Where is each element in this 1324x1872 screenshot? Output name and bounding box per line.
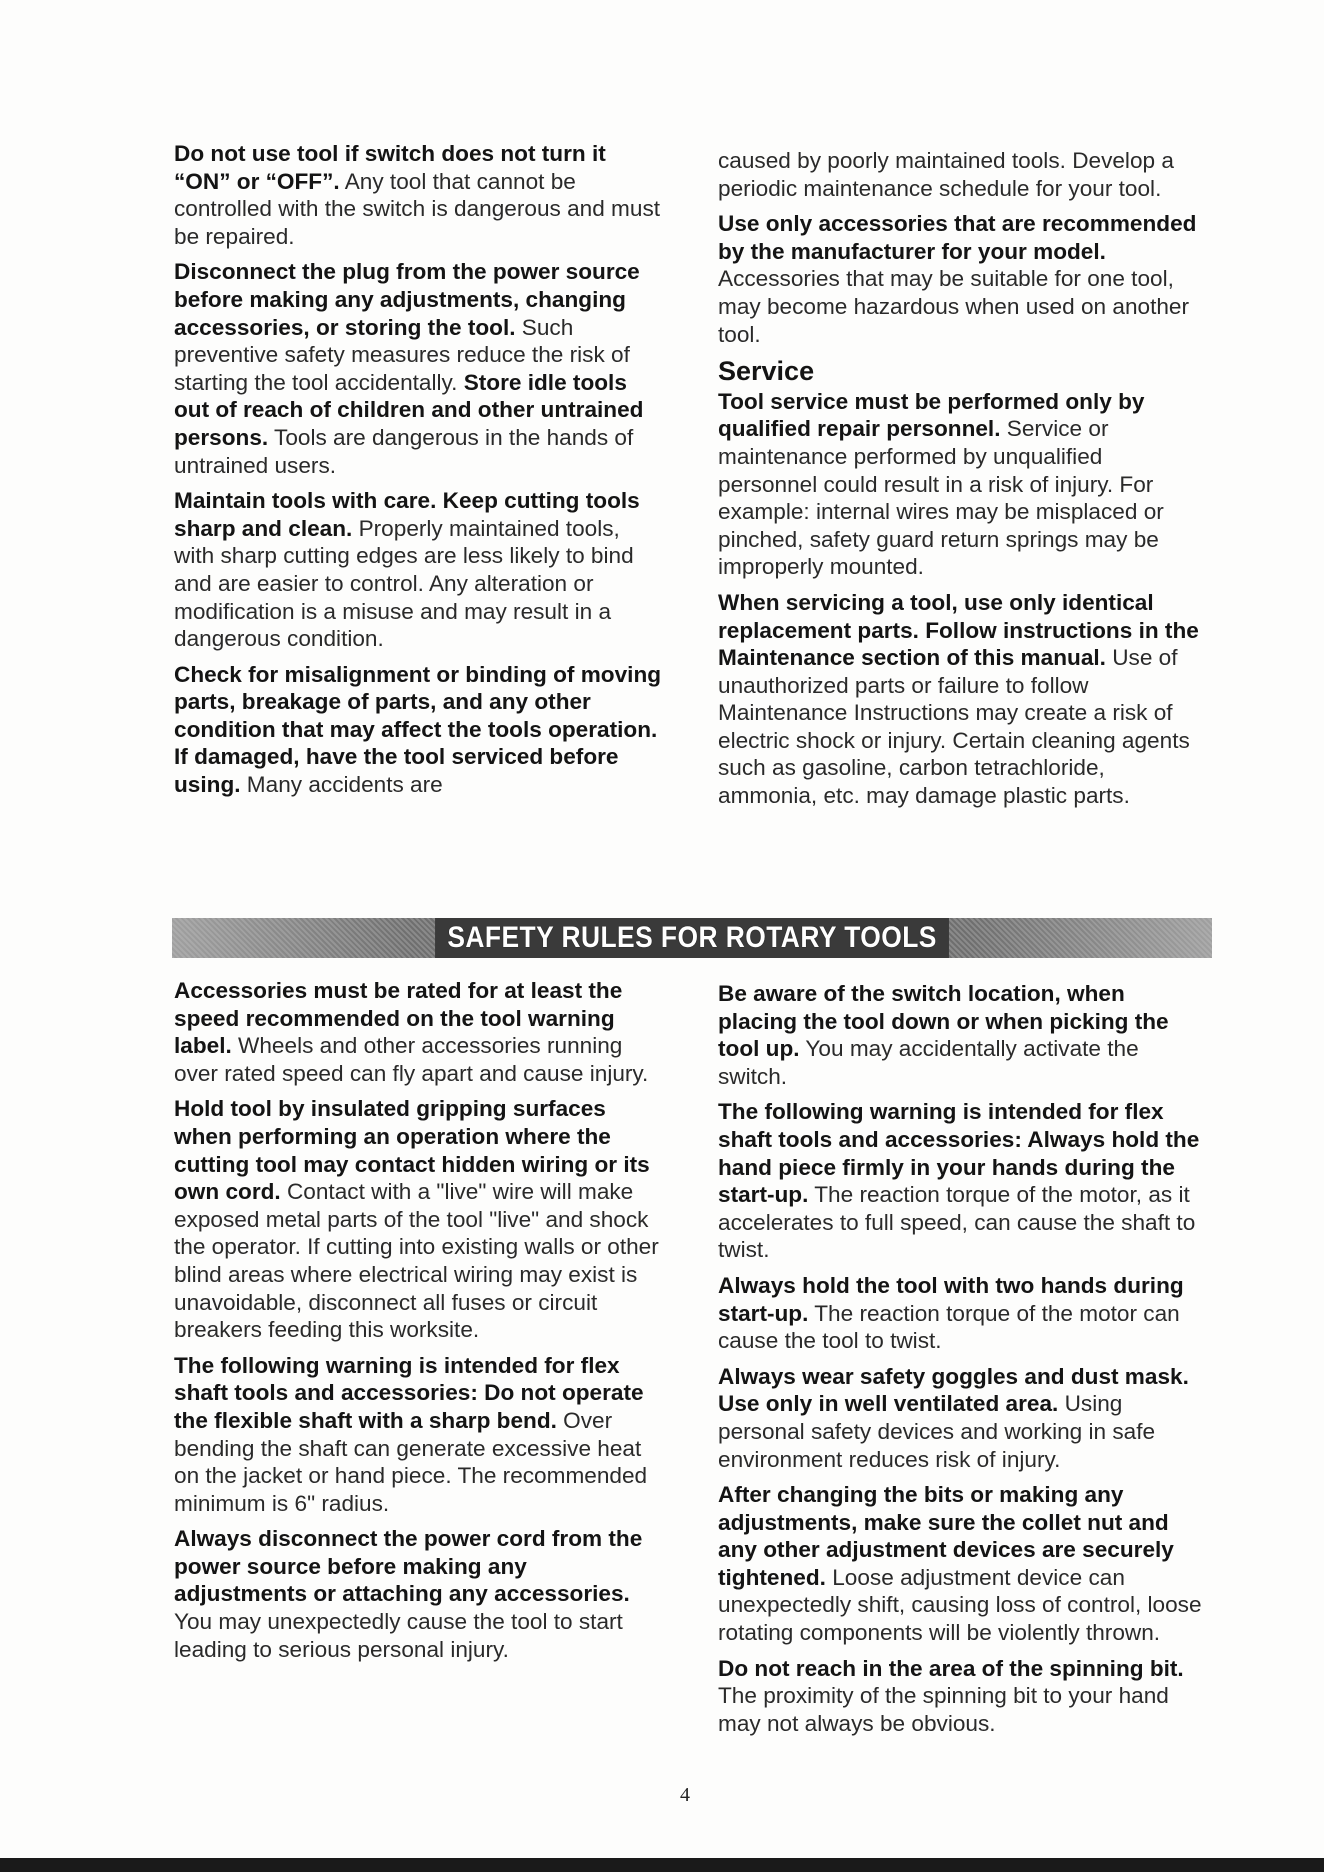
rule-flex-shaft-hold [718, 1098, 1206, 1264]
rule-body: Accessories that may be suitable for one tool, may become hazardous when used on another tool. [718, 266, 1190, 347]
rule-heading: Be aware of the switch location, when placing the tool down or when picking the tool up. [718, 981, 1169, 1062]
rule-heading: Do not use tool if switch does not turn it “ON” or “OFF”. [174, 141, 606, 194]
rule-body: The reaction torque of the motor, as it accelerates to full speed, can cause the shaft to twist. [718, 1182, 1196, 1263]
bottom-left-column [174, 977, 662, 1671]
rule-collet-nut [718, 1481, 1206, 1647]
rule-heading: Disconnect the plug from the power source before making any adjustments, changing accessories, or storing the tool. [174, 259, 640, 340]
rule-heading: Use only accessories that are recommended by the manufacturer for your model. [718, 211, 1197, 264]
rule-accessory-speed [174, 977, 662, 1087]
rule-body: The reaction torque of the motor can cause the tool to twist. [718, 1300, 1180, 1354]
rule-heading: After changing the bits or making any adjustments, make sure the collet nut and any other adjustment devices are securely tightened. [718, 1482, 1174, 1590]
rule-body: Many accidents are [240, 772, 443, 798]
rule-spinning-bit [718, 1655, 1206, 1738]
page-number: 4 [680, 1784, 690, 1806]
banner-title: SAFETY RULES FOR ROTARY TOOLS [435, 918, 949, 958]
rule-heading: Do not reach in the area of the spinning bit. [718, 1655, 1184, 1681]
rule-heading: Accessories must be rated for at least the speed recommended on the tool warning label. [174, 978, 623, 1059]
service-heading: Service [718, 356, 815, 387]
rule-identical-parts [718, 589, 1206, 810]
rule-body: Wheels and other accessories running over rated speed can fly apart and cause injury. [174, 1033, 649, 1086]
continuation-text: caused by poorly maintained tools. [718, 148, 1066, 173]
rule-body: Contact with a "live" wire will make exposed metal parts of the tool "live" and shock the operator. If cutting into existing walls or other blind areas where electrical wiring may exist is unavoidable, disconnect all fuses or circuit breakers feeding this worksite. [174, 1179, 659, 1343]
top-right-column [718, 147, 1206, 818]
scan-bottom-edge [0, 1858, 1324, 1872]
rule-body-secondary: Tools are dangerous in the hands of untrained users. [174, 424, 634, 478]
rule-service-personnel [718, 388, 1206, 581]
rule-maintain-tools [174, 487, 662, 653]
rule-flex-shaft-bend [174, 1352, 662, 1518]
rule-heading: When servicing a tool, use only identical replacement parts. Follow instructions in the Maintenance section of this manual. [718, 589, 1199, 671]
top-left-column [174, 140, 662, 807]
rule-body: Using personal safety devices and working in safe environment reduces risk of injury. [718, 1391, 1156, 1472]
rule-disconnect-power [174, 1525, 662, 1663]
rule-goggles [718, 1363, 1206, 1473]
continuation-tail: Develop a periodic maintenance schedule for your tool. [718, 148, 1174, 201]
rule-heading: Check for misalignment or binding of moving parts, breakage of parts, and any other condition that may affect the tools operation. If damaged, have the tool serviced before using. [174, 661, 662, 798]
rule-body: Loose adjustment device can unexpectedly shift, causing loss of control, loose rotating components will be violently thrown. [718, 1564, 1202, 1646]
banner-fade-right [972, 918, 1212, 958]
rule-body: You may accidentally activate the switch. [718, 1036, 1139, 1089]
rule-heading-secondary: Store idle tools out of reach of children and other untrained persons. [174, 369, 644, 450]
rule-body: Over bending the shaft can generate excessive heat on the jacket or hand piece. The recommended minimum is 6" radius. [174, 1407, 648, 1516]
bottom-right-column [718, 980, 1206, 1745]
rule-body: Any tool that cannot be controlled with the switch is dangerous and must be repaired. [174, 168, 661, 249]
banner-fade-left [172, 918, 412, 958]
rule-heading: Always hold the tool with two hands during start-up. [718, 1272, 1184, 1326]
rule-body: Use of unauthorized parts or failure to follow Maintenance Instructions may create a risk of electric shock or injury. Certain cleaning agents such as gasoline, carbon tetrachloride, ammonia, etc. may damage plastic parts. [718, 645, 1190, 809]
rule-body: Properly maintained tools, with sharp cutting edges are less likely to bind and are easier to control. Any alteration or modification is a misuse and may result in a dangerous condition. [174, 515, 634, 652]
rule-body: Such preventive safety measures reduce the risk of starting the tool accidentally. [174, 314, 630, 395]
rule-insulated-grip [174, 1095, 662, 1343]
rule-switch [174, 140, 662, 250]
rule-heading: Always wear safety goggles and dust mask. Use only in well ventilated area. [718, 1363, 1189, 1417]
rule-heading: Maintain tools with care. Keep cutting tools sharp and clean. [174, 488, 640, 541]
rule-two-hands [718, 1272, 1206, 1355]
rule-heading: The following warning is intended for flex shaft tools and accessories: Do not operate the flexible shaft with a sharp bend. [174, 1352, 644, 1433]
section-banner [172, 918, 1212, 958]
rule-check-misalignment [174, 661, 662, 799]
rule-body: The proximity of the spinning bit to your hand may not always be obvious. [718, 1683, 1169, 1736]
rule-heading: Hold tool by insulated gripping surfaces when performing an operation where the cutting tool may contact hidden wiring or its own cord. [174, 1096, 650, 1205]
rule-disconnect-plug [174, 258, 662, 479]
rule-body: You may unexpectedly cause the tool to start leading to serious personal injury. [174, 1609, 623, 1662]
rule-heading: Always disconnect the power cord from the power source before making any adjustments or attaching any accessories. [174, 1526, 643, 1607]
rule-continuation [718, 147, 1206, 202]
rule-switch-location [718, 980, 1206, 1090]
rule-accessories [718, 210, 1206, 348]
rule-body: Service or maintenance performed by unqualified personnel could result in a risk of injury. For example: internal wires may be misplaced or pinched, safety guard return springs may be improperly mounted. [718, 416, 1164, 580]
rule-heading: Tool service must be performed only by qualified repair personnel. [718, 388, 1145, 442]
rule-heading: The following warning is intended for flex shaft tools and accessories: Always hold the hand piece firmly in your hands during the start-up. [718, 1099, 1200, 1208]
